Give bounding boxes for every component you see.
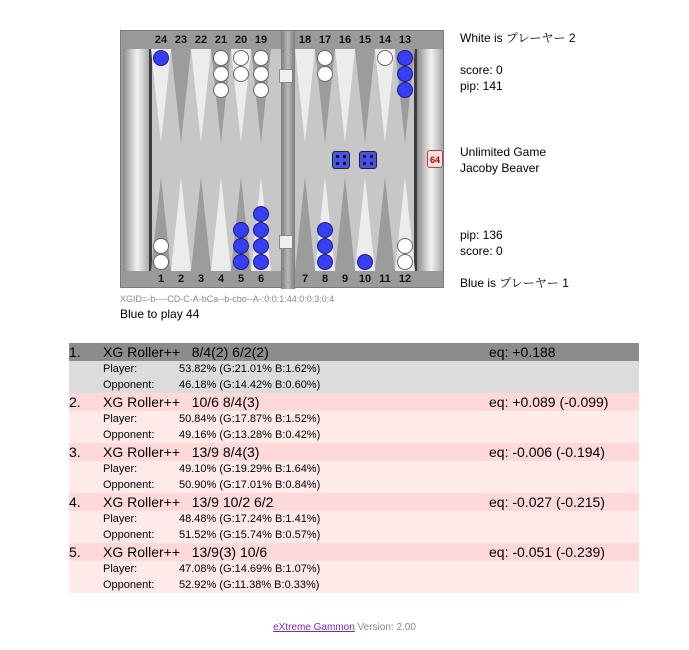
player-label: Player: [103,563,138,575]
player-value: 53.82% (G:21.01% B:1.62%) [179,363,321,375]
white-checker[interactable] [253,50,269,66]
opponent-label: Opponent: [103,429,155,441]
top-player-line: White is プレーヤー 2 [460,31,576,45]
move-analysis-list [69,343,639,593]
white-checker[interactable] [377,50,393,66]
die-2[interactable] [359,151,377,169]
move-desc: XG Roller++ 13/9(3) 10/6 [103,544,268,560]
blue-checker[interactable] [397,82,413,98]
point-number-3: 3 [197,273,205,285]
move-rank: 5. [69,544,81,560]
point-number-6: 6 [257,273,265,285]
player-label: Player: [103,463,138,475]
blue-checker[interactable] [317,254,333,270]
opponent-stats-row [69,527,639,543]
move-desc: XG Roller++ 13/9 10/2 6/2 [103,494,274,510]
opponent-value: 51.52% (G:15.74% B:0.57%) [179,529,321,541]
blue-checker[interactable] [233,238,249,254]
move-rank: 1. [69,344,81,360]
point-number-24: 24 [154,34,168,46]
point-number-14: 14 [378,34,392,46]
white-checker[interactable] [153,254,169,270]
point-bottom-7[interactable] [295,177,315,271]
white-checker[interactable] [233,66,249,82]
blue-checker[interactable] [397,50,413,66]
xgid-string: XGID=-b----CD-C-A-bCa--b-cbo--A-:0:0:1:44:0:0:3:0:4 [120,294,335,304]
opponent-value: 50.90% (G:17.01% B:0.84%) [179,479,321,491]
blue-checker[interactable] [153,50,169,66]
move-row-1[interactable] [69,343,639,361]
point-number-19: 19 [254,34,268,46]
opponent-value: 52.92% (G:11.38% B:0.33%) [179,579,320,591]
opponent-stats-row [69,377,639,393]
point-number-7: 7 [301,273,309,285]
point-bottom-3[interactable] [191,177,211,271]
die-pip [336,162,339,165]
blue-checker[interactable] [233,254,249,270]
bottom-player-pip: pip: 136 [460,228,503,242]
player-value: 48.48% (G:17.24% B:1.41%) [179,513,321,525]
point-bottom-11[interactable] [375,177,395,271]
white-checker[interactable] [233,50,249,66]
die-pip [343,162,346,165]
opponent-stats-row [69,427,639,443]
die-pip [363,162,366,165]
player-stats-row [69,561,639,577]
point-bottom-4[interactable] [211,177,231,271]
player-stats-row [69,361,639,377]
player-label: Player: [103,413,138,425]
move-rank: 4. [69,494,81,510]
die-pip [343,155,346,158]
white-checker[interactable] [317,66,333,82]
point-number-9: 9 [341,273,349,285]
point-number-11: 11 [379,273,391,285]
game-rules: Jacoby Beaver [460,161,540,175]
blue-checker[interactable] [317,222,333,238]
player-value: 49.10% (G:19.29% B:1.64%) [179,463,321,475]
move-equity: eq: -0.006 (-0.194) [489,444,605,460]
die-pip [370,162,373,165]
point-number-18: 18 [298,34,312,46]
die-1[interactable] [332,151,350,169]
move-row-2[interactable] [69,393,639,411]
move-equity: eq: -0.027 (-0.215) [489,494,605,510]
opponent-label: Opponent: [103,379,155,391]
move-desc: XG Roller++ 8/4(2) 6/2(2) [103,344,269,360]
point-number-22: 22 [194,34,208,46]
white-checker[interactable] [253,82,269,98]
point-number-23: 23 [174,34,188,46]
white-checker[interactable] [213,66,229,82]
point-top-23[interactable] [171,49,191,143]
move-equity: eq: +0.188 [489,344,556,360]
blue-checker[interactable] [253,254,269,270]
player-value: 50.84% (G:17.87% B:1.52%) [179,413,321,425]
opponent-stats-row [69,577,639,593]
blue-checker[interactable] [253,222,269,238]
point-number-15: 15 [358,34,372,46]
white-checker[interactable] [397,254,413,270]
move-desc: XG Roller++ 13/9 8/4(3) [103,444,260,460]
opponent-value: 49.16% (G:13.28% B:0.42%) [179,429,321,441]
opponent-label: Opponent: [103,479,155,491]
player-stats-row [69,461,639,477]
board-points[interactable] [121,31,445,289]
blue-checker[interactable] [233,222,249,238]
white-checker[interactable] [153,238,169,254]
opponent-label: Opponent: [103,579,155,591]
point-bottom-9[interactable] [335,177,355,271]
top-player-score: score: 0 [460,63,503,77]
point-number-17: 17 [318,34,332,46]
bottom-player-line: Blue is プレーヤー 1 [460,276,569,290]
bottom-player-score: score: 0 [460,244,503,258]
xg-link[interactable]: eXtreme Gammon [273,622,355,633]
point-number-21: 21 [214,34,228,46]
point-number-10: 10 [358,273,372,285]
die-pip [370,155,373,158]
footer [0,622,689,633]
player-stats-row [69,411,639,427]
version-text: Version: 2.00 [357,622,416,633]
point-top-15[interactable] [355,49,375,143]
doubling-cube[interactable]: 64 [427,150,443,168]
white-checker[interactable] [317,50,333,66]
opponent-label: Opponent: [103,529,155,541]
point-number-20: 20 [234,34,248,46]
player-value: 47.08% (G:14.69% B:1.07%) [179,563,321,575]
white-checker[interactable] [253,66,269,82]
point-number-13: 13 [398,34,412,46]
opponent-value: 46.18% (G:14.42% B:0.60%) [179,379,321,391]
backgammon-board[interactable] [120,30,444,288]
move-row-5[interactable] [69,543,639,561]
point-number-16: 16 [338,34,352,46]
point-top-22[interactable] [191,49,211,143]
blue-checker[interactable] [357,254,373,270]
blue-checker[interactable] [253,206,269,222]
move-rank: 3. [69,444,81,460]
move-equity: eq: -0.051 (-0.239) [489,544,605,560]
white-checker[interactable] [397,238,413,254]
die-pip [363,155,366,158]
player-label: Player: [103,513,138,525]
point-top-16[interactable] [335,49,355,143]
to-play-status: Blue to play 44 [120,307,200,321]
point-number-1: 1 [157,273,165,285]
white-checker[interactable] [213,50,229,66]
point-number-2: 2 [177,273,185,285]
point-top-18[interactable] [295,49,315,143]
point-number-4: 4 [217,273,225,285]
move-equity: eq: +0.089 (-0.099) [489,394,609,410]
player-stats-row [69,511,639,527]
blue-checker[interactable] [253,238,269,254]
point-number-12: 12 [398,273,412,285]
player-label: Player: [103,363,138,375]
white-checker[interactable] [213,82,229,98]
game-type: Unlimited Game [460,145,547,159]
move-row-4[interactable] [69,493,639,511]
move-row-3[interactable] [69,443,639,461]
top-player-pip: pip: 141 [460,79,503,93]
blue-checker[interactable] [317,238,333,254]
die-pip [336,155,339,158]
blue-checker[interactable] [397,66,413,82]
point-number-5: 5 [237,273,245,285]
opponent-stats-row [69,477,639,493]
point-number-8: 8 [321,273,329,285]
move-rank: 2. [69,394,81,410]
move-desc: XG Roller++ 10/6 8/4(3) [103,394,260,410]
point-bottom-2[interactable] [171,177,191,271]
